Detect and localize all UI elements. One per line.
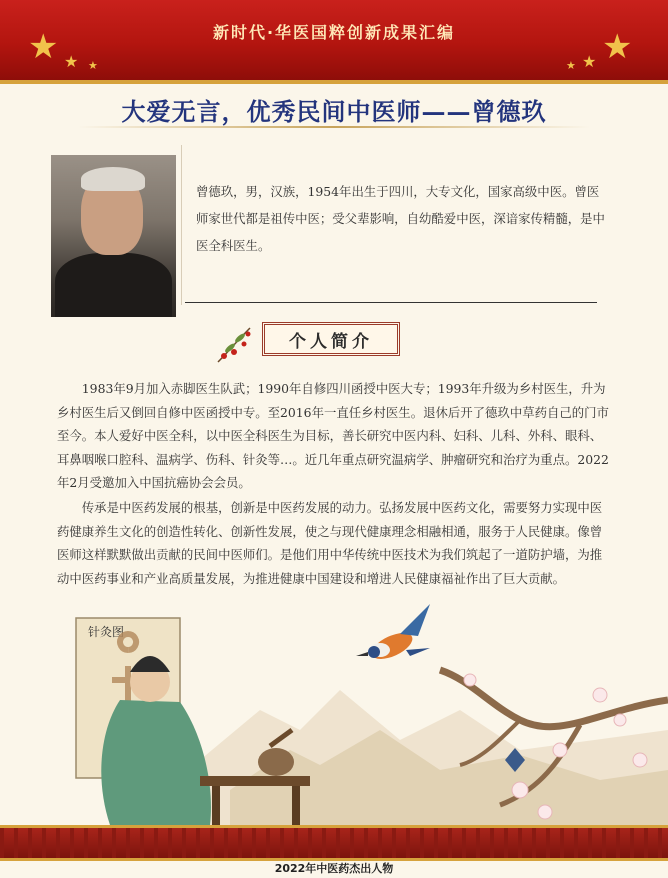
- portrait-coat: [55, 253, 172, 317]
- profile-divider: [181, 145, 182, 305]
- portrait-photo: [51, 155, 176, 317]
- berry-sprig-icon: [210, 322, 258, 366]
- acupuncture-chart-label: 针灸图: [88, 625, 125, 639]
- title-divider: [78, 126, 590, 128]
- star-icon: ★: [64, 52, 79, 71]
- body-paragraph-1: 1983年9月加入赤脚医生队武；1990年自修四川函授中医大专；1993年升级为乡村医生，升为乡村医生后又倒回自修中医函授中专。至2016年一直任乡村医生。退休后开了德玖中草药自己的门市至今。本人爱好中医全科，以中医全科医生为目标，善长研究中医内科、妇科、儿科、外科、眼科、耳鼻咽喉口腔科、温病学、伤科、针灸等…。近几年重点研究温病学、肿瘤研究和治疗为重点。2022年2月受邀加入中国抗癌协会会员。: [57, 381, 609, 490]
- star-icon: ★: [602, 27, 633, 67]
- portrait-hair: [81, 167, 145, 191]
- scholar-figure: [101, 700, 211, 825]
- footer-text: 2022年中医药杰出人物: [274, 862, 394, 875]
- page-title: 大爱无言，优秀民间中医师——曾德玖: [121, 97, 547, 126]
- star-icon: ★: [566, 59, 576, 72]
- profile-bio: 曾德玖，男，汉族，1954年出生于四川，大专文化，国家高级中医。曾医师家世代都是祖传中医；受父辈影响，自幼酷爱中医，深谙家传精髓，是中医全科医生。: [196, 184, 605, 253]
- star-icon: ★: [88, 59, 98, 72]
- meander-border: [0, 825, 668, 861]
- header-banner: [0, 0, 668, 84]
- star-icon: ★: [28, 27, 59, 67]
- bird-icon: [356, 604, 430, 664]
- star-icon: ★: [582, 52, 597, 71]
- bio-underline: [185, 302, 597, 303]
- decorative-illustration: [0, 590, 668, 830]
- series-title: 新时代·华医国粹创新成果汇编: [212, 23, 456, 42]
- body-paragraph-2: 传承是中医药发展的根基，创新是中医药发展的动力。弘扬发展中医药文化，需要努力实现中医药健康养生文化的创造性转化、创新性发展，使之与现代健康理念相融相通，服务于人民健康。像曾医师这样默默做出贡献的民间中医师们。是他们用中华传统中医技术为我们筑起了一道防护墙，为推动中医药事业和产业高质量发展，为推进健康中国建设和增进人民健康福祉作出了巨大贡献。: [57, 500, 603, 586]
- section-heading: 个人简介: [262, 322, 400, 356]
